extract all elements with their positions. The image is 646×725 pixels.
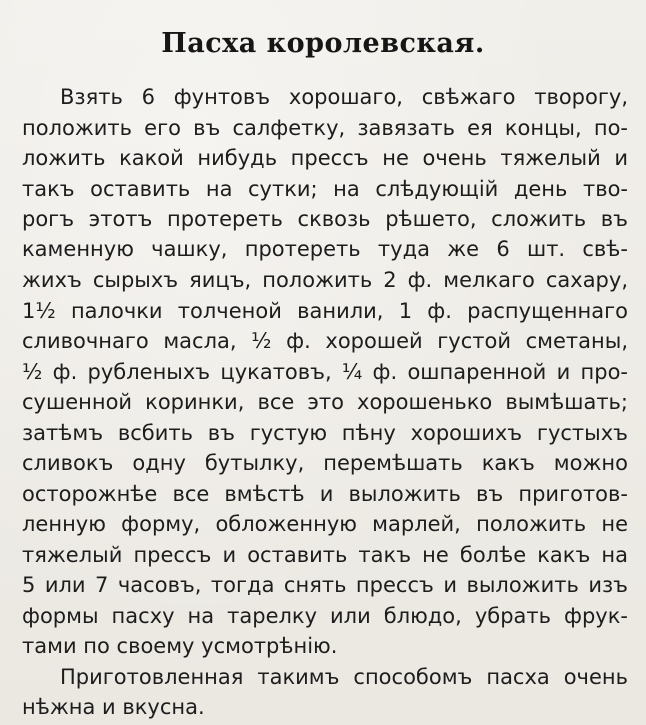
paragraph-1-line-6: каменную чашку, протереть туда же 6 шт. свѣ-	[22, 237, 628, 261]
paragraph-1-line-3: ложить какой нибудь прессъ не очень тяжелый и	[22, 146, 628, 170]
paragraph-1-line-13: сливокъ одну бутылку, перемѣшать какъ можно	[22, 451, 628, 475]
paragraph-1-line-10: ½ ф. рубленыхъ цукатовъ, ¼ ф. ошпаренной и про-	[22, 360, 628, 384]
recipe-title: Пасха королевская.	[161, 28, 485, 59]
paragraph-1-line-19: тами по своему усмотрѣнію.	[22, 634, 338, 658]
paragraph-1-line-9: сливочнаго масла, ½ ф. хорошей густой сметаны,	[22, 329, 628, 353]
paragraph-1-line-15: ленную форму, обложенную марлей, положить не	[22, 512, 628, 536]
paragraph-1-line-16: тяжелый прессъ и оставить такъ не болѣе какъ на	[22, 543, 628, 567]
paragraph-2-line-1: Приготовленная такимъ способомъ пасха очень	[60, 665, 628, 689]
paragraph-1-line-8: 1½ палочки толченой ванили, 1 ф. распущеннаго	[22, 299, 628, 323]
paragraph-1-line-4: такъ оставить на сутки; на слѣдующій день тво-	[22, 177, 628, 201]
paragraph-1-line-5: рогъ этотъ протереть сквозь рѣшето, сложить въ	[22, 207, 628, 231]
paragraph-1-line-2: положить его въ салфетку, завязать ея концы, по-	[22, 116, 628, 140]
paragraph-1-line-12: затѣмъ всбить въ густую пѣну хорошихъ густыхъ	[22, 421, 628, 445]
paragraph-1-line-18: формы пасху на тарелку или блюдо, убрать фрук-	[22, 604, 628, 628]
paragraph-1-line-7: жихъ сырыхъ яицъ, положить 2 ф. мелкаго сахару,	[22, 268, 628, 292]
paragraph-2-line-2: нѣжна и вкусна.	[22, 695, 205, 719]
paragraph-1-line-11: сушенной коринки, все это хорошенько вымѣшать;	[22, 390, 628, 414]
paragraph-1-line-17: 5 или 7 часовъ, тогда снять прессъ и выложить изъ	[22, 573, 628, 597]
paragraph-1-line-1: Взять 6 фунтовъ хорошаго, свѣжаго творогу,	[60, 85, 628, 109]
paragraph-1-line-14: осторожнѣе все вмѣстѣ и выложить въ приготов-	[22, 482, 628, 506]
